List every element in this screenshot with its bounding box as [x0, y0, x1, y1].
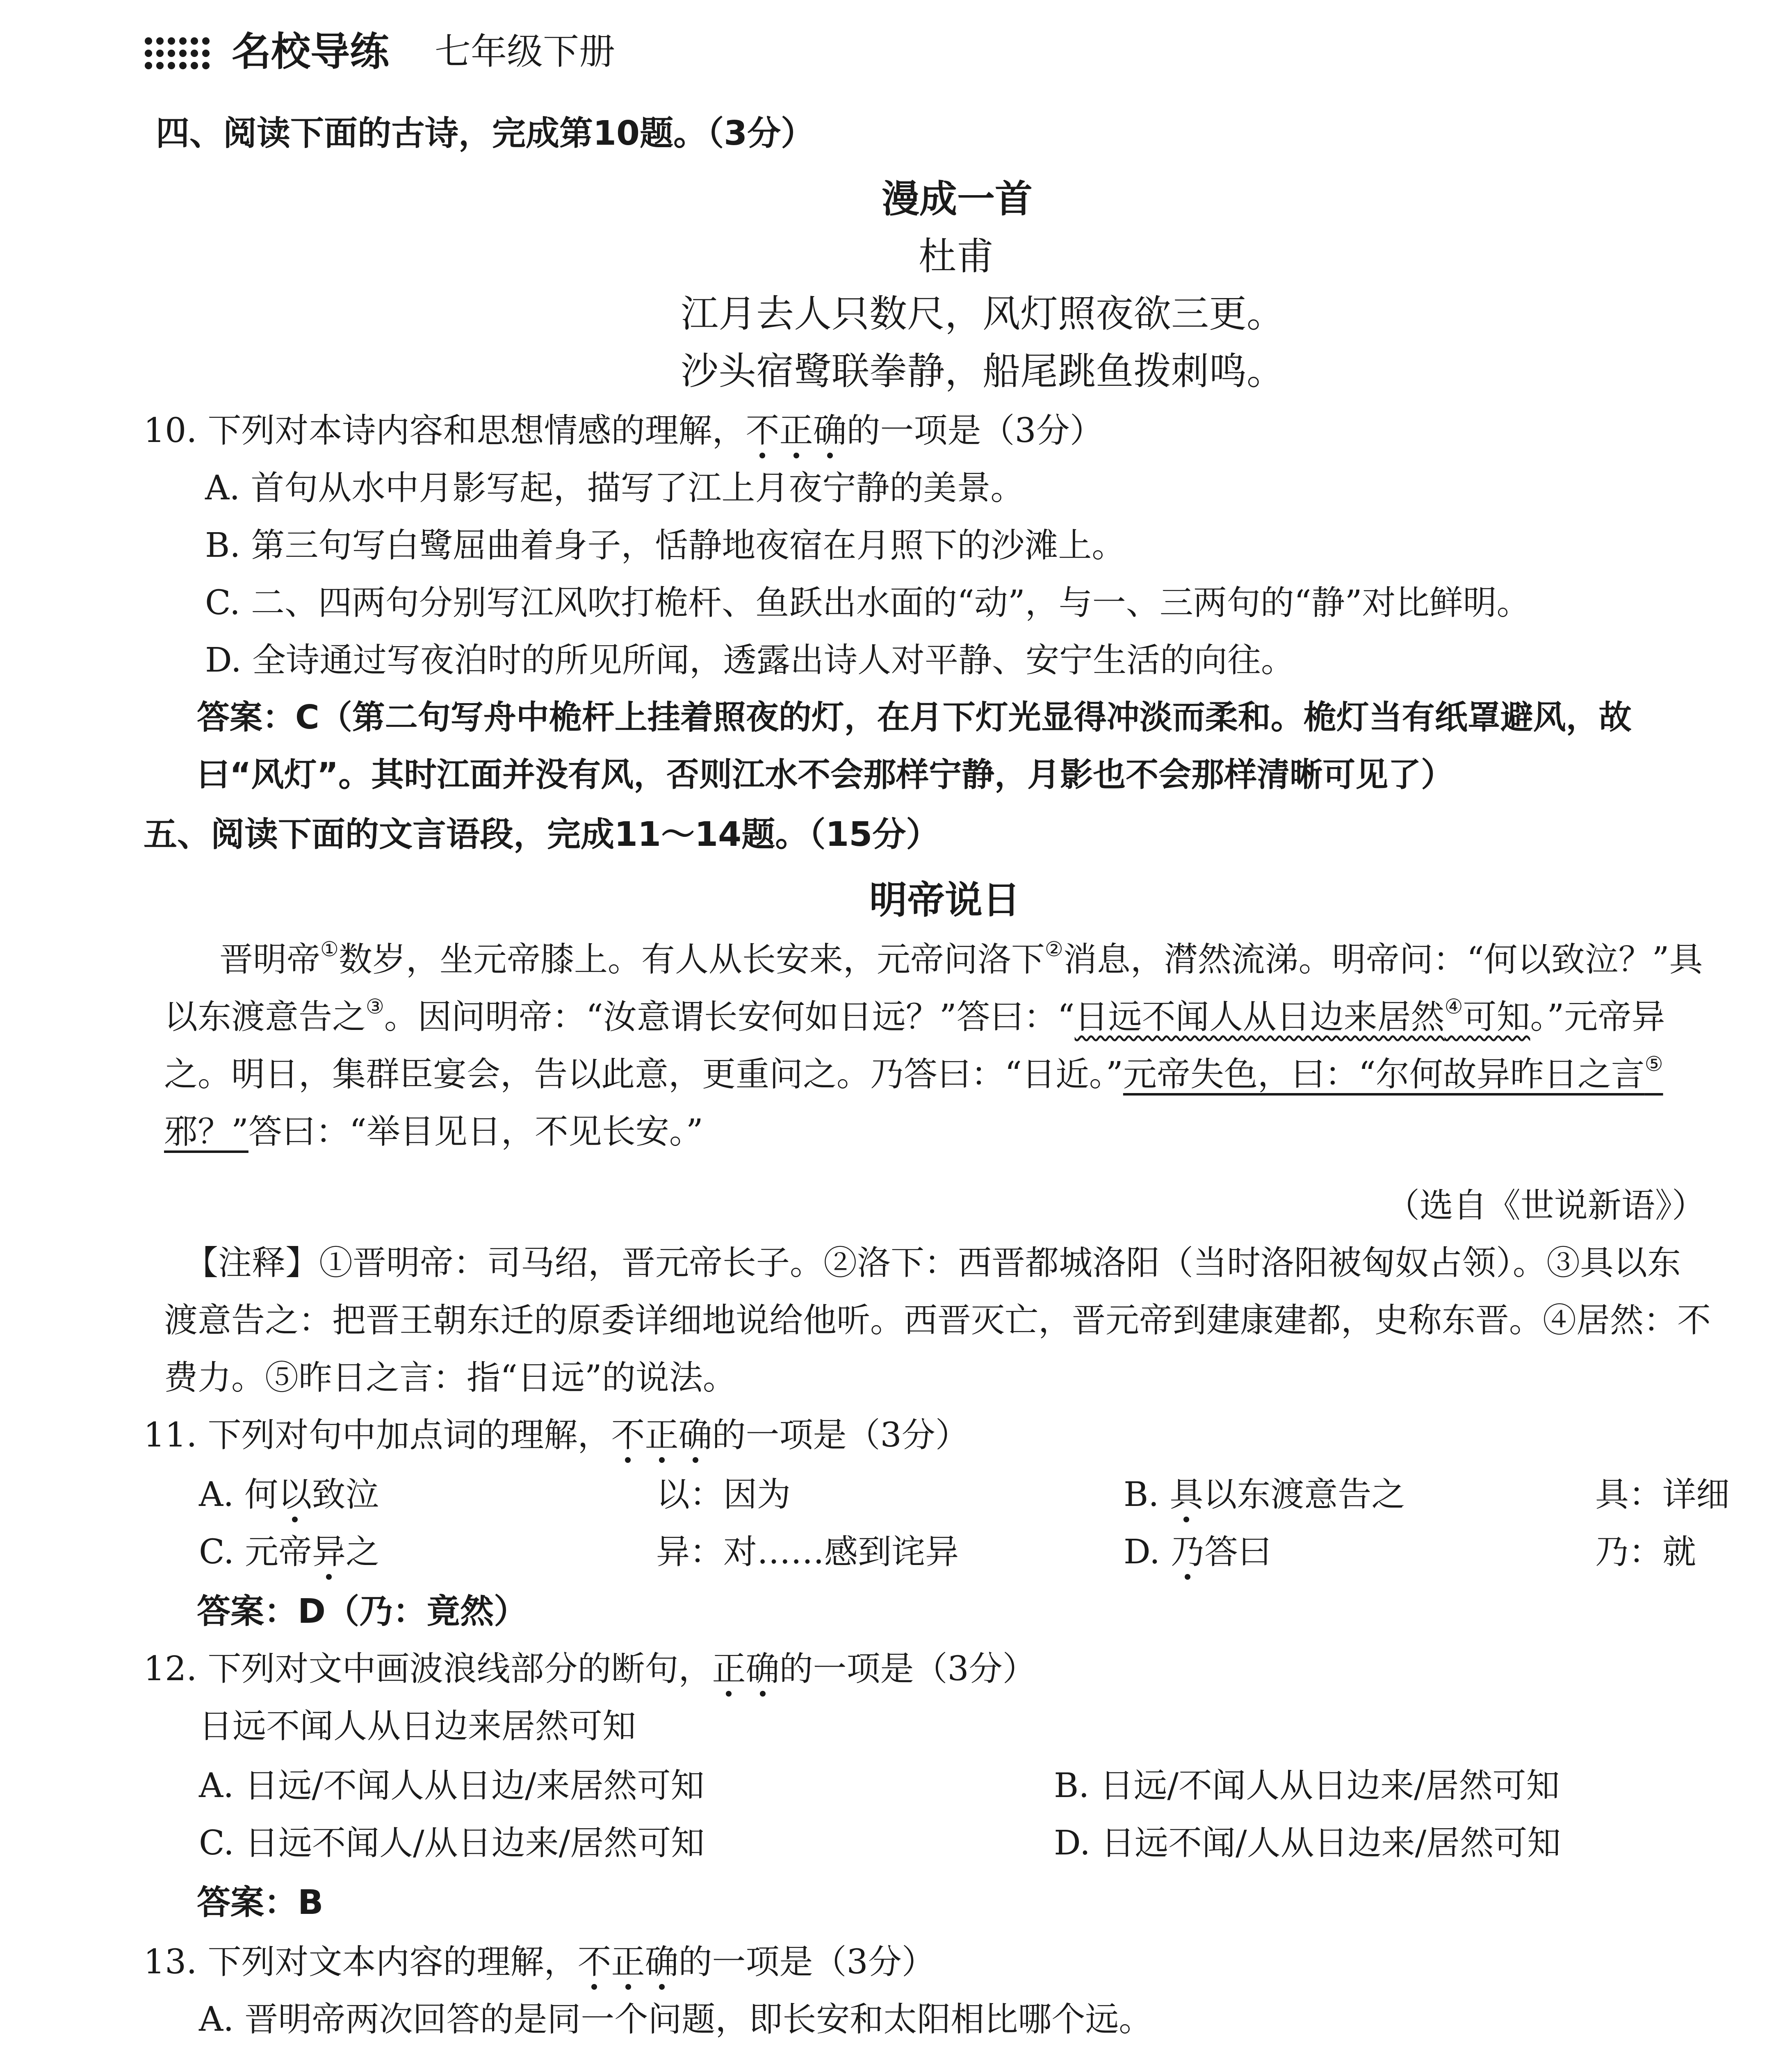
dotted-word: 异 [312, 1533, 346, 1572]
header-brand: 名校导练 [232, 29, 389, 75]
q13-stem: 13. 下列对文本内容的理解，不正确的一项是（3分） [144, 1943, 935, 1982]
wavy-underlined-sentence: 日远不闻人从日边来居然④可知 [1074, 995, 1530, 1036]
dotted-word: 正 [611, 1943, 645, 1982]
dotted-word: 不 [746, 411, 780, 450]
poem-line-1: 江月去人只数尺，风灯照夜欲三更。 [681, 292, 1285, 336]
dotted-word: 乃 [1170, 1533, 1204, 1572]
dots-logo-icon [144, 33, 226, 74]
q11-option-d-gloss: 乃：就 [1595, 1533, 1696, 1572]
q11-option-a-gloss: 以：因为 [656, 1475, 791, 1514]
q12-stem: 12. 下列对文中画波浪线部分的断句，正确的一项是（3分） [144, 1649, 1036, 1688]
passage-title: 明帝说日 [869, 878, 1021, 922]
dotted-word: 正 [645, 1416, 679, 1455]
underlined-sentence: 元帝失色，曰：“尔何故异昨日之言⑤ [1123, 1052, 1663, 1094]
dotted-word: 以 [278, 1475, 312, 1514]
q11-option-c-gloss: 异：对……感到诧异 [656, 1533, 959, 1572]
dotted-word: 正 [779, 411, 813, 450]
q11-answer: 答案：D（乃：竟然） [197, 1592, 528, 1631]
q10-option-b: B. 第三句写白鹭屈曲着身子，恬静地夜宿在月照下的沙滩上。 [205, 526, 1126, 565]
passage-line-1: 晋明帝①数岁，坐元帝膝上。有人从长安来，元帝问洛下②消息，潸然流涕。明帝问：“何以致泣？”具 [219, 937, 1703, 979]
notes-line-2: 渡意告之：把晋王朝东迁的原委详细地说给他听。西晋灭亡，晋元帝到建康建都，史称东晋。④居然：不 [164, 1301, 1711, 1340]
q12-answer: 答案：B [197, 1883, 324, 1922]
poem-author: 杜甫 [919, 235, 994, 278]
q10-option-d: D. 全诗通过写夜泊时的所见所闻，透露出诗人对平静、安宁生活的向往。 [205, 641, 1295, 680]
dotted-word: 不 [577, 1943, 611, 1982]
notes-line-1: 【注释】①晋明帝：司马绍，晋元帝长子。②洛下：西晋都城洛阳（当时洛阳被匈奴占领）。③具以东 [185, 1244, 1681, 1282]
underlined-sentence-end: 邪？” [164, 1112, 249, 1151]
dotted-word: 确 [645, 1943, 679, 1982]
passage-source: （选自《世说新语》） [1386, 1186, 1706, 1225]
passage-line-3: 之。明日，集群臣宴会，告以此意，更重问之。乃答曰：“日近。”元帝失色，曰：“尔何故异昨日之言⑤ [164, 1052, 1663, 1094]
section5-heading: 五、阅读下面的文言语段，完成11～14题。（15分） [144, 815, 940, 854]
q11-option-b-gloss: 具：详细 [1595, 1475, 1730, 1514]
q10-stem: 10. 下列对本诗内容和思想情感的理解，不正确的一项是（3分） [144, 411, 1103, 450]
q12-sentence: 日远不闻人从日边来居然可知 [199, 1707, 636, 1746]
q11-stem: 11. 下列对句中加点词的理解，不正确的一项是（3分） [144, 1416, 969, 1455]
q11-option-d: D. 乃答曰 [1124, 1533, 1272, 1572]
q11-option-a: A. 何以致泣 [199, 1475, 379, 1514]
q10-answer-line-1: 答案：C（第二句写舟中桅杆上挂着照夜的灯，在月下灯光显得冲淡而柔和。桅灯当有纸罩避风，故 [197, 698, 1632, 736]
q12-option-a: A. 日远/不闻人从日边/来居然可知 [199, 1766, 704, 1805]
passage-line-2: 以东渡意告之③。因问明帝：“汝意谓长安何如日远？”答曰：“日远不闻人从日边来居然④可知。”元帝异 [164, 995, 1665, 1036]
q10-answer-line-2: 曰“风灯”。其时江面并没有风，否则江水不会那样宁静，月影也不会那样清晰可见了） [197, 756, 1454, 794]
q11-option-b: B. 具以东渡意告之 [1124, 1475, 1405, 1514]
passage-line-4: 邪？”答曰：“举目见日，不见长安。” [164, 1112, 703, 1151]
q11-option-c: C. 元帝异之 [199, 1533, 379, 1572]
q12-option-c: C. 日远不闻人/从日边来/居然可知 [199, 1824, 705, 1863]
q13-option-a: A. 晋明帝两次回答的是同一个问题，即长安和太阳相比哪个远。 [199, 2000, 1153, 2039]
notes-line-3: 费力。⑤昨日之言：指“日远”的说法。 [164, 1358, 736, 1397]
dotted-word: 不 [611, 1416, 645, 1455]
dotted-word: 具 [1170, 1475, 1204, 1514]
poem-line-2: 沙头宿鹭联拳静，船尾跳鱼拨刺鸣。 [681, 349, 1285, 393]
dotted-word: 确 [678, 1416, 712, 1455]
section4-heading: 四、阅读下面的古诗，完成第10题。（3分） [156, 114, 815, 153]
q12-option-d: D. 日远不闻/人从日边来/居然可知 [1054, 1824, 1561, 1863]
poem-title: 漫成一首 [882, 177, 1033, 221]
dotted-word: 确 [813, 411, 847, 450]
q12-option-b: B. 日远/不闻人从日边来/居然可知 [1054, 1766, 1560, 1805]
q10-option-c: C. 二、四两句分别写江风吹打桅杆、鱼跃出水面的“动”，与一、三两句的“静”对比鲜明。 [205, 583, 1530, 622]
header-grade: 七年级下册 [435, 30, 616, 73]
dotted-word: 正 [712, 1649, 746, 1688]
dotted-word: 确 [746, 1649, 780, 1688]
q10-option-a: A. 首句从水中月影写起，描写了江上月夜宁静的美景。 [205, 469, 1024, 508]
